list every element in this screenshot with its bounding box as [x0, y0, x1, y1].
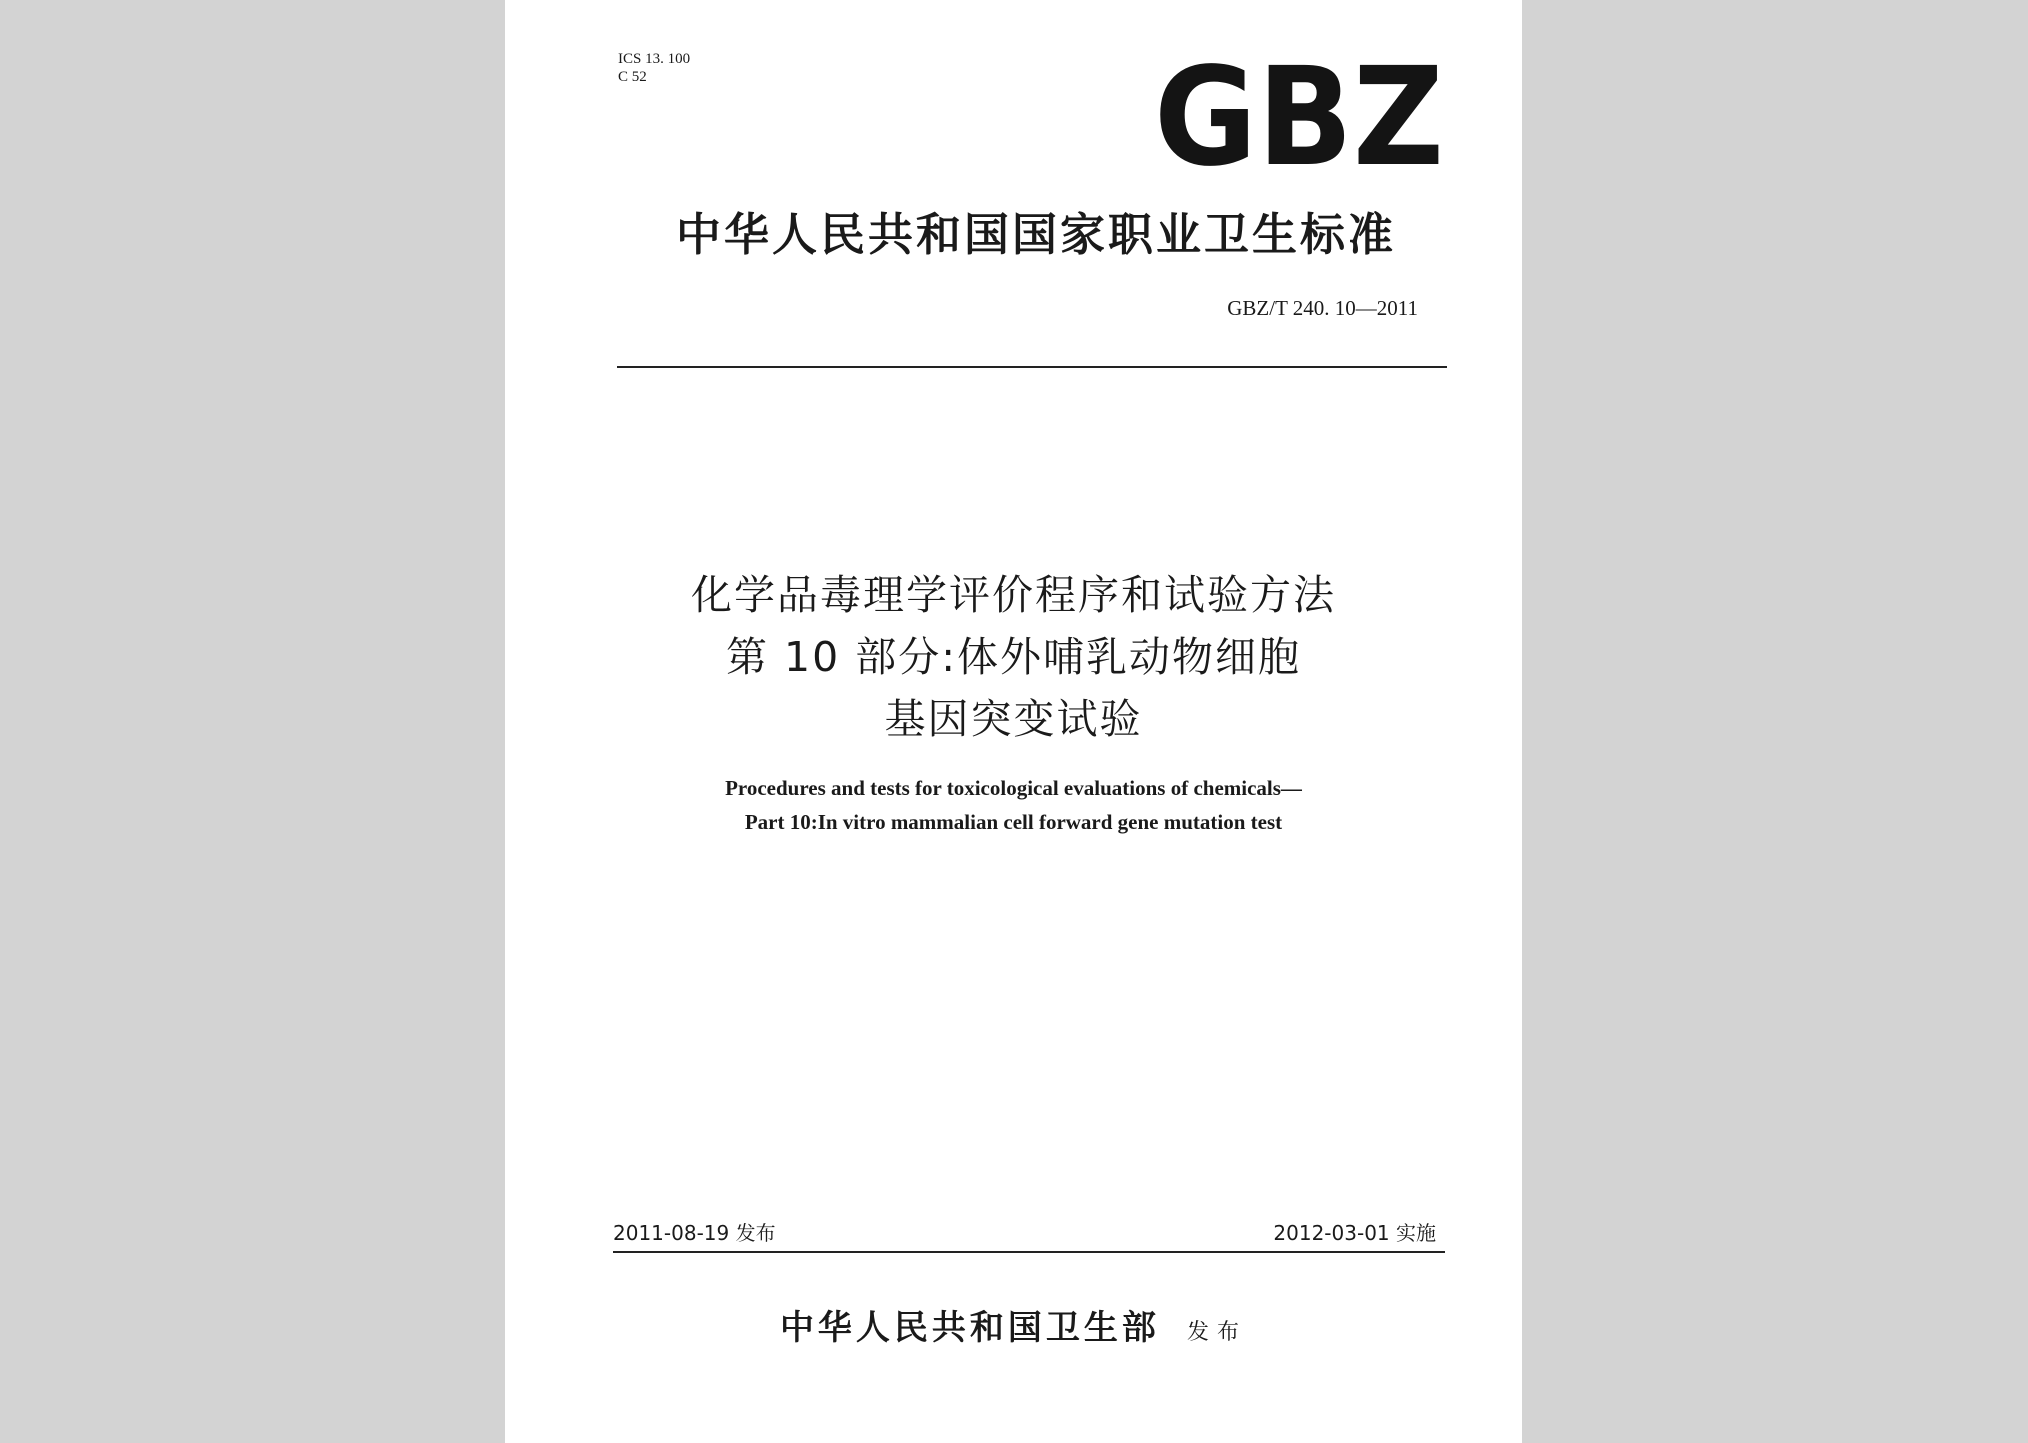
title-cn-line-1: 化学品毒理学评价程序和试验方法 — [691, 571, 1336, 619]
title-en-line-2: Part 10:In vitro mammalian cell forward gene mutation test — [744, 810, 1283, 834]
footer-divider — [613, 1251, 1445, 1253]
standard-number: GBZ/T 240. 10—2011 — [1227, 296, 1418, 320]
title-en-line-1: Procedures and tests for toxicological evaluations of chemicals— — [725, 776, 1302, 800]
publisher-suffix: 发布 — [1187, 1320, 1248, 1345]
ics-code: ICS 13. 100 — [618, 51, 691, 67]
class-code: C 52 — [618, 69, 647, 85]
classification-codes — [618, 50, 690, 86]
standard-category: 中华人民共和国国家职业卫生标准 — [675, 208, 1396, 261]
issue-date: 2011-08-19 发布 — [613, 1221, 776, 1245]
header-divider — [617, 366, 1447, 368]
gbz-logo-text: GBZ — [1154, 60, 1444, 170]
publisher-name: 中华人民共和国卫生部 — [779, 1308, 1160, 1348]
title-cn-line-2: 第 10 部分:体外哺乳动物细胞 — [725, 633, 1302, 681]
gbz-logo — [1152, 60, 1447, 170]
document-page — [505, 0, 1522, 1443]
implementation-date: 2012-03-01 实施 — [1273, 1221, 1436, 1245]
publisher — [505, 1300, 1522, 1349]
title-cn-line-3: 基因突变试验 — [884, 695, 1143, 743]
